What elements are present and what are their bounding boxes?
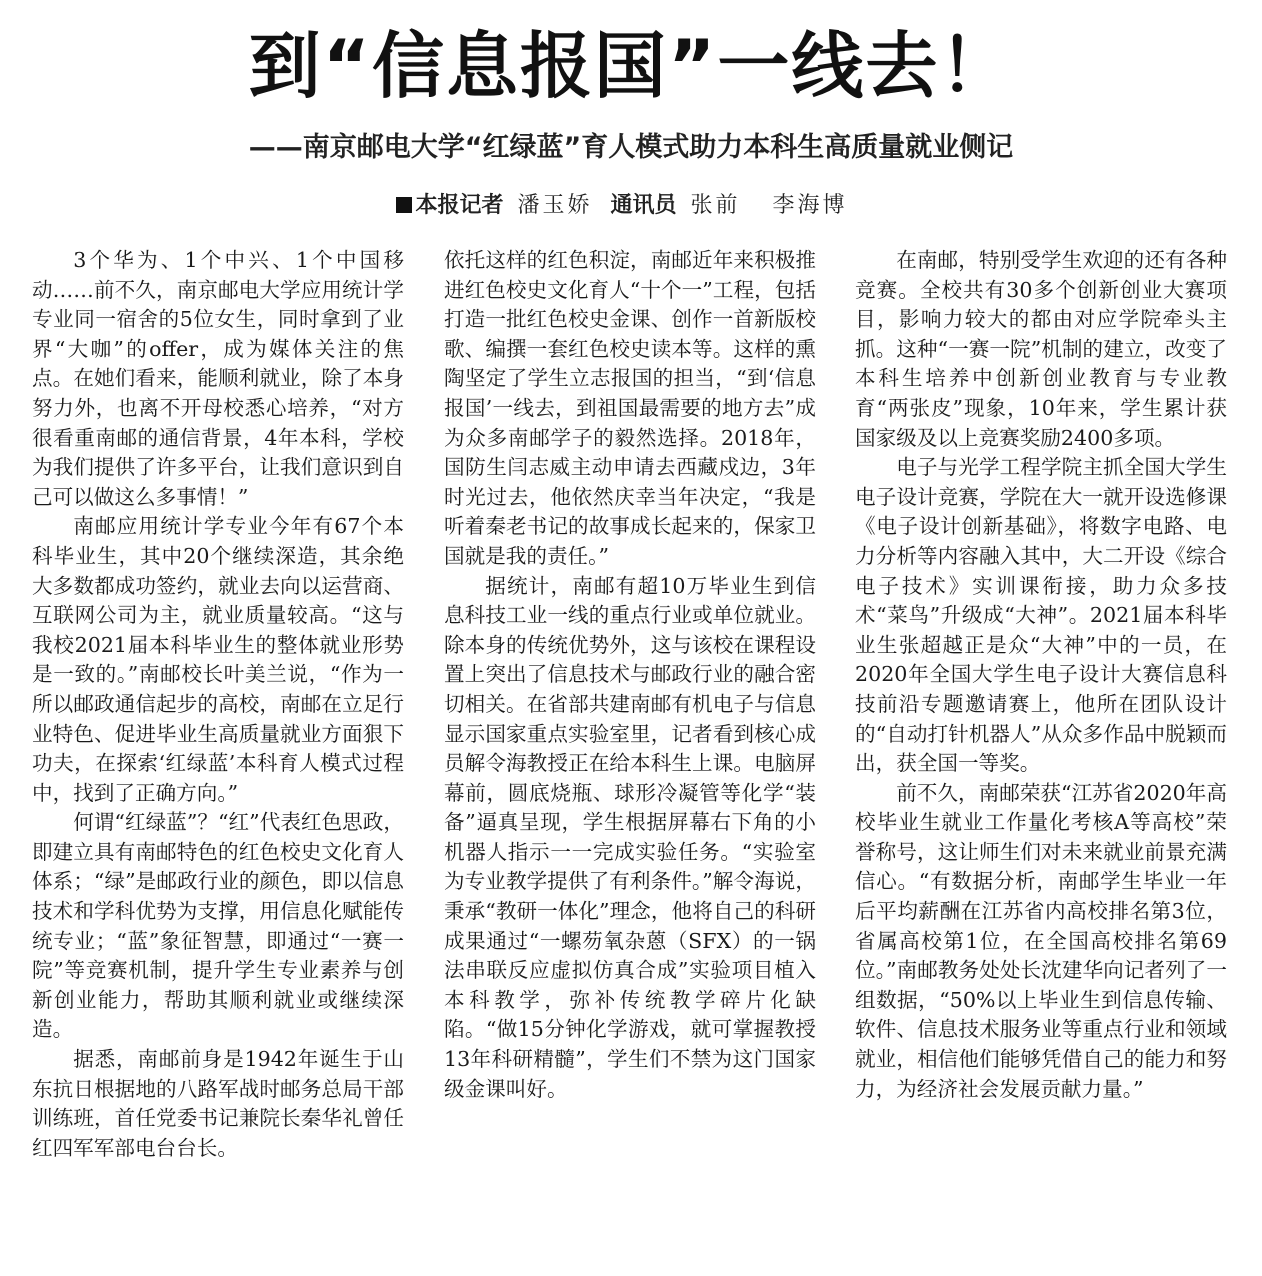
reporter-name: 潘玉娇 [517,193,593,218]
correspondent-role: 通讯员 [610,193,677,218]
paragraph: 南邮应用统计学专业今年有67个本科毕业生，其中20个继续深造，其余绝大多数都成功签约，就业去向以运营商、互联网公司为主，就业质量较高。“这与我校2021届本科毕业生的整体就业形势是一致的。”南邮校长叶美兰说，“作为一所以邮政通信起步的高校，南邮在立足行业特色、促进毕业生高质量就业方面狠下功夫，在探索‘红绿蓝’本科育人模式过程中，找到了正确方向。” [32,514,404,805]
correspondent-name: 李海博 [772,193,848,218]
paragraph: 前不久，南邮荣获“江苏省2020年高校毕业生就业工作量化考核A等高校”荣誉称号，这让师生们对未来就业前景充满信心。“有数据分析，南邮学生毕业一年后平均薪酬在江苏省内高校排名第3位，省属高校第1位，在全国高校排名第69位。”南邮教务处处长沈建华向记者列了一组数据，“50%以上毕业生到信息传输、软件、信息技术服务业等重点行业和领域就业，相信他们能够凭借自己的能力和努力，为经济社会发展贡献力量。” [855,780,1227,1101]
article-subtitle: ——南京邮电大学“红绿蓝”育人模式助力本科生高质量就业侧记 [248,132,1014,163]
paragraph: 何谓“红绿蓝”？“红”代表红色思政，即建立具有南邮特色的红色校史文化育人体系；“绿”是邮政行业的颜色，即以信息技术和学科优势为支撑，用信息化赋能传统专业；“蓝”象征智慧，即通过“一赛一院”等竞赛机制，提升学生专业素养与创新创业能力，帮助其顺利就业或继续深造。 [32,810,404,1042]
article-column-1 [32,246,404,1163]
paragraph: 据悉，南邮前身是1942年诞生于山东抗日根据地的八路军战时邮务总局干部训练班，首任党委书记兼院长秦华礼曾任红四军军部电台台长。 [32,1047,404,1160]
article-column-3 [855,246,1227,1104]
article-column-2 [444,246,816,1104]
paragraph: 在南邮，特别受学生欢迎的还有各种竞赛。全校共有30多个创新创业大赛项目，影响力较大的都由对应学院牵头主抓。这种“一赛一院”机制的建立，改变了本科生培养中创新创业教育与专业教育“两张皮”现象，10年来，学生累计获国家级及以上竞赛奖励2400多项。 [855,248,1227,450]
paragraph: 3个华为、1个中兴、1个中国移动……前不久，南京邮电大学应用统计学专业同一宿舍的5位女生，同时拿到了业界“大咖”的offer，成为媒体关注的焦点。在她们看来，能顺利就业，除了本身努力外，也离不开母校悉心培养，“对方很看重南邮的通信背景，4年本科，学校为我们提供了许多平台，让我们意识到自己可以做这么多事情！” [32,248,404,509]
paragraph: 依托这样的红色积淀，南邮近年来积极推进红色校史文化育人“十个一”工程，包括打造一批红色校史金课、创作一首新版校歌、编撰一套红色校史读本等。这样的熏陶坚定了学生立志报国的担当，“到‘信息报国’一线去，到祖国最需要的地方去”成为众多南邮学子的毅然选择。2018年，国防生闫志威主动申请去西藏戍边，3年时光过去，他依然庆幸当年决定，“我是听着秦老书记的故事成长起来的，保家卫国就是我的责任。” [444,248,816,568]
article-title: 到“信息报国”一线去！ [248,24,1014,108]
reporter-role: 本报记者 [415,193,504,218]
correspondent-name: 张前 [690,193,741,218]
paragraph: 电子与光学工程学院主抓全国大学生电子设计竞赛，学院在大一就开设选修课《电子设计创新基础》，将数字电路、电力分析等内容融入其中，大二开设《综合电子技术》实训课衔接，助力众多技术“菜鸟”升级成“大神”。2021届本科毕业生张超越正是众“大神”中的一员，在2020年全国大学生电子设计大赛信息科技前沿专题邀请赛上，他所在团队设计的“自动打针机器人”从众多作品中脱颖而出，获全国一等奖。 [855,455,1227,776]
square-bullet-icon [396,197,412,213]
paragraph: 据统计，南邮有超10万毕业生到信息科技工业一线的重点行业或单位就业。除本身的传统优势外，这与该校在课程设置上突出了信息技术与邮政行业的融合密切相关。在省部共建南邮有机电子与信息显示国家重点实验室里，记者看到核心成员解令海教授正在给本科生上课。电脑屏幕前，圆底烧瓶、球形冷凝管等化学“装备”逼真呈现，学生根据屏幕右下角的小机器人指示一一完成实验任务。“实验室为专业教学提供了有利条件。”解令海说，秉承“教研一体化”理念，他将自己的科研成果通过“一螺芴氧杂蒽（SFX）的一锅法串联反应虚拟仿真合成”实验项目植入本科教学，弥补传统教学碎片化缺陷。“做15分钟化学游戏，就可掌握教授13年科研精髓”，学生们不禁为这门国家级金课叫好。 [444,573,816,1101]
byline [0,188,1262,224]
